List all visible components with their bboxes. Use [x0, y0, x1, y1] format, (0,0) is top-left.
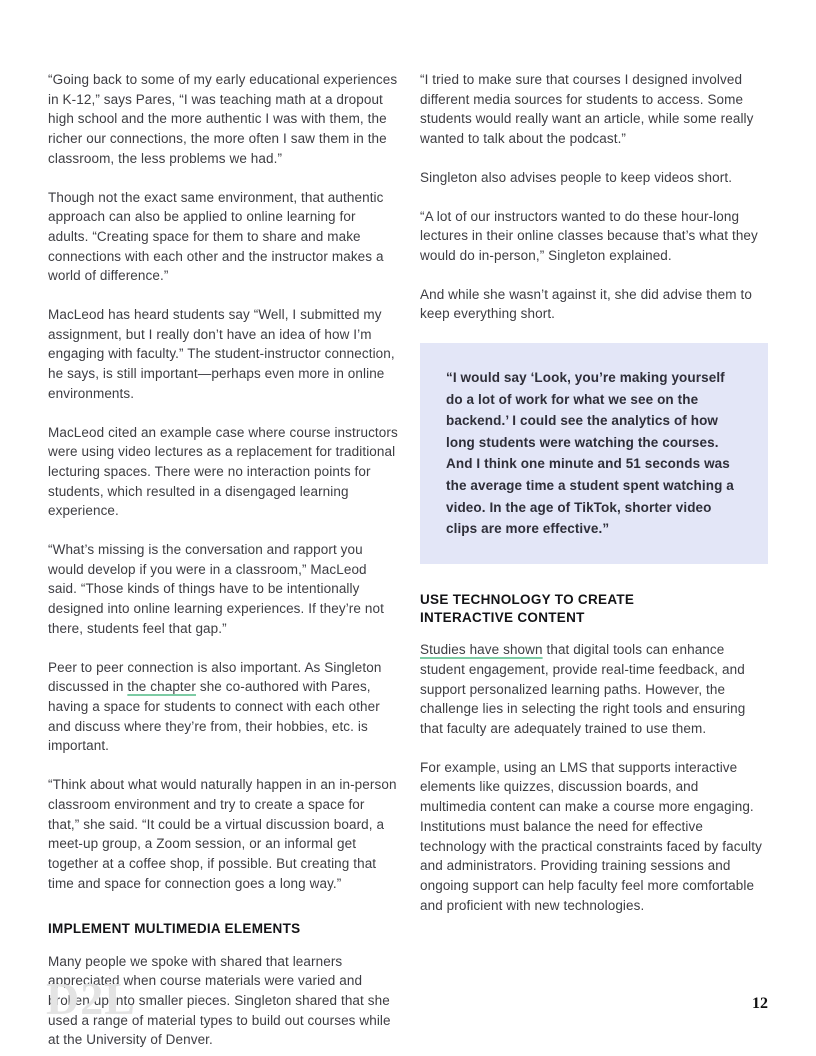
paragraph-media-sources: “I tried to make sure that courses I designed involved different media sources for students to access. Some students would really want an article, while some really wanted to talk about the podcast.”	[420, 72, 754, 147]
paragraph-advise-short: And while she wasn’t against it, she did advise them to keep everything short.	[420, 286, 752, 322]
paragraph-text: that digital tools can enhance student engagement, provide real-time feedback, and support personalized learning paths. However, the challenge lies in selecting the right tools and ensuring that faculty are adequately trained to use them.	[420, 642, 746, 737]
paragraph-keep-videos-short: Singleton also advises people to keep videos short.	[420, 169, 733, 185]
paragraph-peer-connection	[48, 658, 398, 757]
right-column	[420, 70, 768, 1056]
paragraph-hour-long-lectures: “A lot of our instructors wanted to do these hour-long lectures in their online classes because that’s what they would do in-person,” Singleton explained.	[420, 208, 758, 263]
pull-quote-text: “I would say ‘Look, you’re making yourself do a lot of work for what we see on the backend.’ I could see the analytics of how long students were watching the courses. And I think one minute and 51 seconds was the average time a student spent watching a video. In the age of TikTok, shorter video clips are more effective.”	[446, 370, 734, 537]
page-number: 12	[752, 995, 768, 1012]
paragraph-whats-missing: “What’s missing is the conversation and rapport you would develop if you were in a classroom,” MacLeod said. “Those kinds of things have to be intentionally designed into online learning experiences. If they’re not there, students feel that gap.”	[48, 542, 384, 636]
d2l-logo: D2L	[46, 973, 136, 1024]
paragraph-pares-quote: “Going back to some of my early educational experiences in K-12,” says Pares, “I was teaching math at a dropout high school and the more authentic I was with them, the richer our connections, the more often I saw them in the classroom, the less problems we had.”	[48, 72, 398, 166]
pull-quote-box	[420, 343, 768, 564]
section-heading-technology: USE TECHNOLOGY TO CREATE INTERACTIVE CONTENT	[420, 591, 635, 625]
paragraph-text: Peer to peer connection is also important. As Singleton discussed in	[48, 659, 382, 695]
paragraph-think-about: “Think about what would naturally happen in an in-person classroom environment and try to create a space for that,” she said. “It could be a virtual discussion board, a meet-up group, a Zoom session, or an informal get together at a coffee shop, if possible. But creating that time and space for connection goes a long way.”	[48, 777, 397, 891]
studies-link[interactable]: Studies have shown	[420, 642, 543, 658]
paragraph-studies-shown	[420, 640, 768, 739]
section-heading-multimedia: IMPLEMENT MULTIMEDIA ELEMENTS	[48, 921, 301, 937]
paragraph-macleod-students: MacLeod has heard students say “Well, I submitted my assignment, but I really don’t have an idea of how I’m engaging with faculty.” The student-instructor connection, he says, is still important—perhaps even more in online environments.	[48, 307, 395, 401]
paragraph-lms-example: For example, using an LMS that supports interactive elements like quizzes, discussion boards, and multimedia content can make a course more engaging. Institutions must balance the need for effective technology with the practical constraints faced by faculty and administrators. Providing training sessions and ongoing support can help faculty feel more comfortable and proficient with new technologies.	[420, 759, 762, 913]
paragraph-text: she co-authored with Pares, having a space for students to connect with each other and discuss where they’re from, their hobbies, etc. is important.	[48, 679, 380, 754]
paragraph-authentic-approach: Though not the exact same environment, that authentic approach can also be applied to online learning for adults. “Creating space for them to share and make connections with each other and the instructor makes a world of difference.”	[48, 189, 384, 284]
paragraph-many-people: Many people we spoke with shared that learners appreciated when course materials were varied and broken up into smaller pieces. Singleton shared that she used a range of material types to build out courses while at the University of Denver.	[48, 953, 391, 1048]
chapter-link[interactable]: the chapter	[127, 679, 196, 695]
paragraph-macleod-example: MacLeod cited an example case where course instructors were using video lectures as a replacement for traditional lecturing spaces. There were no interaction points for students, which resulted in a disengaged learning experience.	[48, 424, 398, 519]
left-column	[48, 70, 398, 1056]
